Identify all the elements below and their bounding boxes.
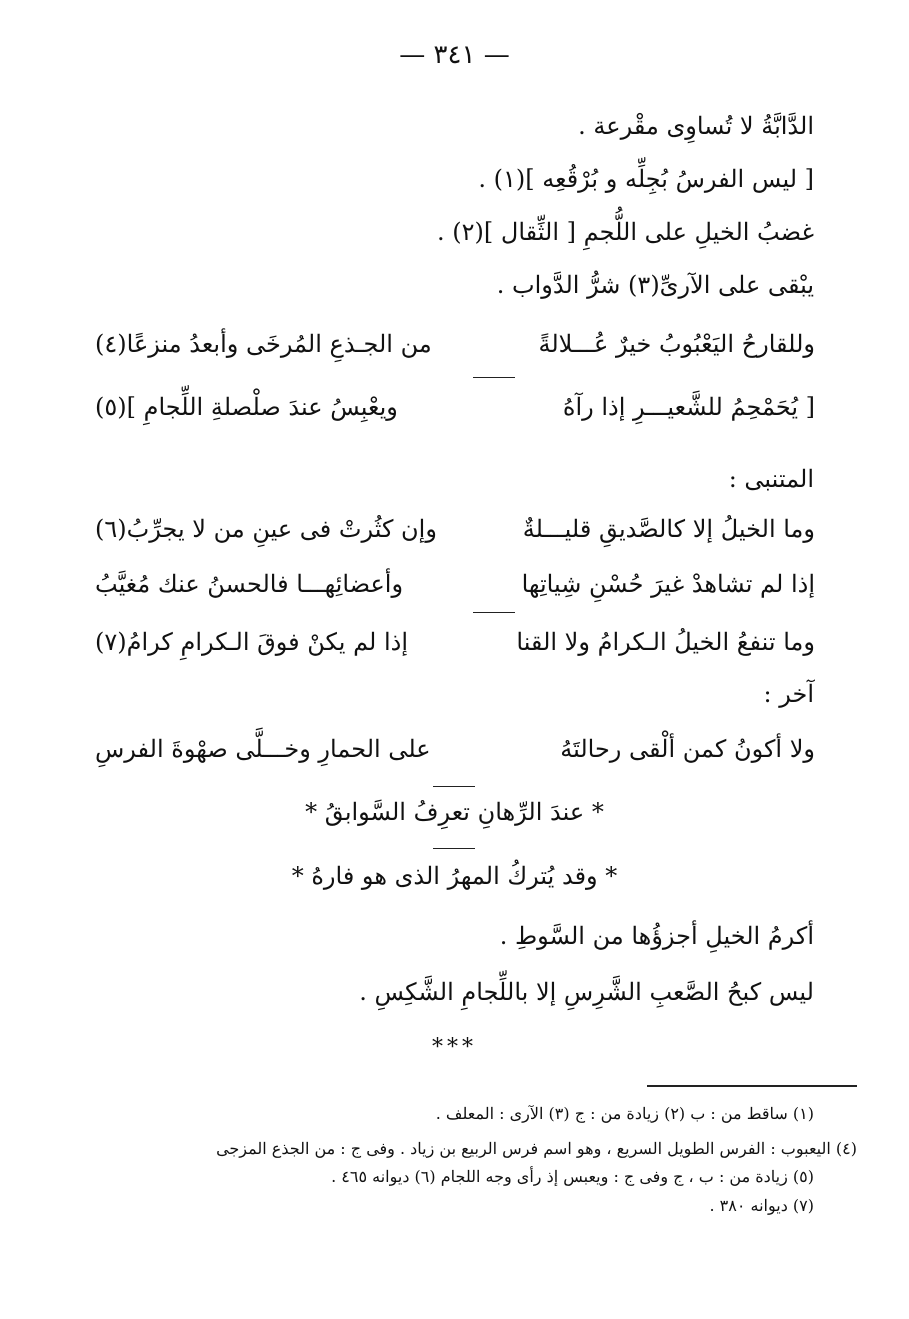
footnote: (٧) ديوانه ٣٨٠ . <box>709 1196 814 1215</box>
verse-first-hemistich: ولا أكونُ كمن ألْقى رحالتَهُ <box>560 735 815 763</box>
verse-second-hemistich: ويعْبِسُ عندَ صلْصلةِ اللِّجامِ ](٥) <box>95 393 398 421</box>
section-separator-stars: *** <box>432 1035 477 1060</box>
proverb-line: غضبُ الخيلِ على اللُّجمِ [ الثِّقال ](٢) . <box>437 218 814 246</box>
hemistich-divider <box>473 612 515 613</box>
hemistich-divider <box>473 377 515 378</box>
poet-heading: آخر : <box>763 680 814 708</box>
verse-second-hemistich: إذا لم يكنْ فوقَ الـكرامِ كرامُ(٧) <box>95 628 409 656</box>
verse-second-hemistich: على الحمارِ وخـــلَّى صهْوةَ الفرسِ <box>95 735 431 763</box>
proverb-line: [ ليس الفرسُ بُجِلِّه و بُرْقُعِه ](١) . <box>478 165 814 193</box>
verse-first-hemistich: وما تنفعُ الخيلُ الـكرامُ ولا القنا <box>516 628 815 656</box>
poet-heading: المتنبى : <box>728 465 814 493</box>
footnote-rule <box>647 1085 857 1087</box>
verse-second-hemistich: وأعضائِهـــا فالحسنُ عنك مُغيَّبُ <box>95 570 404 598</box>
proverb-line: يبْقى على الآرىِّ(٣) شرُّ الدَّواب . <box>496 271 814 299</box>
proverb-line-centered: * وقد يُتركُ المهرُ الذى هو فارهُ * <box>291 862 618 890</box>
verse-first-hemistich: وما الخيلُ إلا كالصَّديقِ قليـــلةٌ <box>522 515 815 543</box>
footnote: (١) ساقط من : ب (٢) زيادة من : ج (٣) الآرى : المعلف . <box>435 1104 814 1123</box>
page-number: — ٣٤١ — <box>399 40 510 70</box>
proverb-line: الدَّابَّةُ لا تُساوِى مقْرعة . <box>578 112 814 140</box>
footnote: (٥) زيادة من : ب ، ج وفى ج : ويعبس إذ رأى وجه اللجام (٦) ديوانه ٤٦٥ . <box>331 1167 814 1186</box>
hemistich-divider <box>433 786 475 787</box>
verse-first-hemistich: [ يُحَمْحِمُ للشَّعيـــرِ إذا رآهُ <box>562 393 815 421</box>
verse-first-hemistich: وللقارحُ اليَعْبُوبُ خيرٌ عُـــلالةً <box>538 330 815 358</box>
verse-first-hemistich: إذا لم تشاهدْ غيرَ حُسْنِ شِياتِها <box>521 570 815 598</box>
proverb-line: أكرمُ الخيلِ أجزؤُها من السَّوطِ . <box>499 922 814 950</box>
verse-second-hemistich: وإن كثُرتْ فى عينِ من لا يجرِّبُ(٦) <box>95 515 437 543</box>
proverb-line-centered: * عندَ الرِّهانِ تعرِفُ السَّوابقُ * <box>305 798 604 826</box>
proverb-line: ليس كبحُ الصَّعبِ الشَّرِسِ إلا باللِّجامِ الشَّكِسِ . <box>359 978 814 1006</box>
verse-second-hemistich: من الجـذعِ المُرخَى وأبعدُ منزعًا(٤) <box>95 330 432 358</box>
footnote: (٤) اليعبوب : الفرس الطويل السريع ، وهو اسم فرس الربيع بن زياد . وفى ج : من الجذع المزجى <box>216 1139 857 1158</box>
hemistich-divider <box>433 848 475 849</box>
